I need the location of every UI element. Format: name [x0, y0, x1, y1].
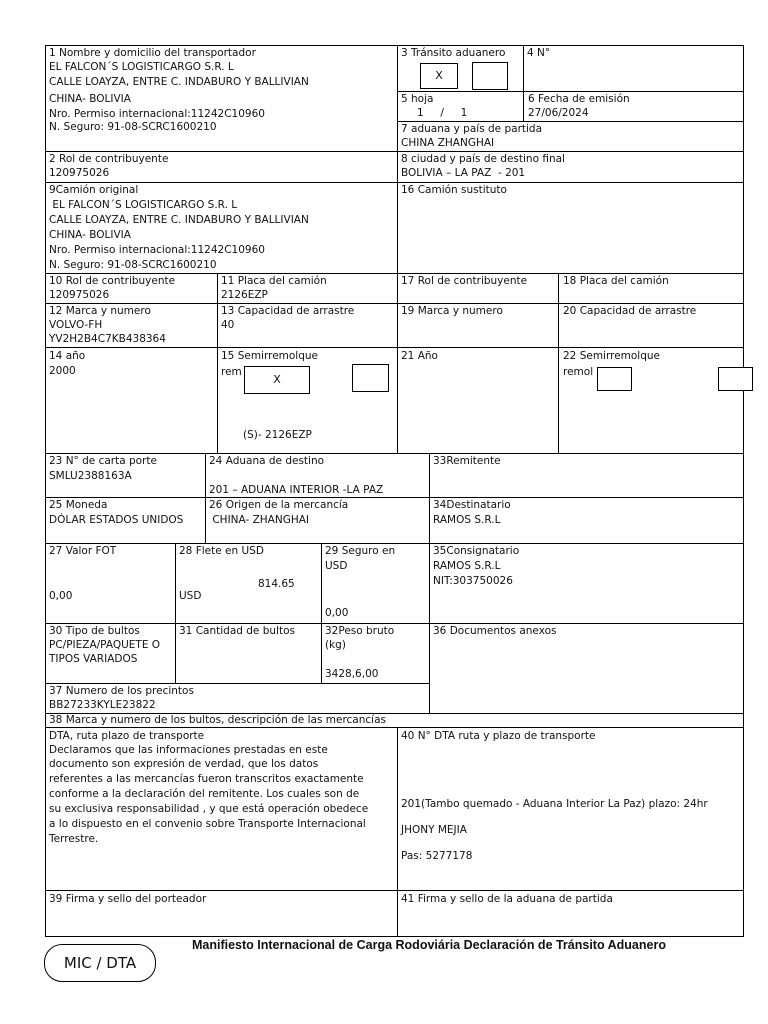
rule-f23-f24: [205, 453, 206, 544]
f29-value: 0,00: [325, 607, 349, 619]
f38-line-7: a lo dispuesto en el convenio sobre Transporte Internacional: [49, 818, 366, 830]
f31-label: 31 Cantidad de bultos: [179, 625, 295, 637]
f23-value: SMLU2388163A: [49, 470, 132, 482]
transit-checkbox-empty[interactable]: [472, 62, 508, 90]
f27-label: 27 Valor FOT: [49, 545, 117, 557]
f37-value: BB27233KYLE23822: [49, 699, 156, 711]
f1-label: 1 Nombre y domicilio del transportador: [49, 47, 256, 59]
f37-label: 37 Numero de los precintos: [49, 685, 194, 697]
f26-value: CHINA- ZHANGHAI: [209, 514, 310, 526]
f2-label: 2 Rol de contribuyente: [49, 153, 169, 165]
f22-sub: remol: [563, 366, 594, 378]
f6-value: 27/06/2024: [528, 107, 589, 119]
f1-line-2: CALLE LOAYZA, ENTRE C. INDABURO Y BALLIVIAN: [49, 76, 309, 88]
f35-line-2: NIT:303750026: [433, 575, 513, 587]
f29-label-1: 29 Seguro en: [325, 545, 396, 557]
f1-line-4: Nro. Permiso internacional:11242C10960: [49, 108, 265, 120]
f38-line-3: documento son expresión de verdad, que los datos: [49, 758, 319, 770]
rule-row8-top: [45, 497, 744, 498]
f5-value: 1 / 1: [417, 107, 468, 119]
rule-f27-f28: [175, 543, 176, 624]
f12-line-1: VOLVO-FH: [49, 319, 103, 331]
f9-line-4: Nro. Permiso internacional:11242C10960: [49, 244, 265, 256]
transit-checkbox-checked[interactable]: X: [420, 63, 458, 89]
f12-label: 12 Marca y numero: [49, 305, 151, 317]
f30-label: 30 Tipo de bultos: [49, 625, 140, 637]
f14-label: 14 año: [49, 350, 86, 362]
f41-label: 41 Firma y sello de la aduana de partida: [401, 893, 613, 905]
f32-label-1: 32Peso bruto: [325, 625, 395, 637]
f7-value: CHINA ZHANGHAI: [401, 137, 495, 149]
f40-label: 40 N° DTA ruta y plazo de transporte: [401, 730, 596, 742]
rule-row7-top: [45, 453, 744, 454]
f12-line-2: YV2H2B4C7KB438364: [49, 333, 166, 345]
f11-value: 2126EZP: [221, 289, 268, 301]
rule-mid-lower: [429, 453, 430, 714]
mic-dta-badge: MIC / DTA: [44, 944, 156, 982]
sub-semitrailer-checkbox-1[interactable]: [597, 367, 632, 391]
f16-label: 16 Camión sustituto: [401, 184, 507, 196]
f35-line-1: RAMOS S.R.L: [433, 560, 501, 572]
f32-value: 3428,6,00: [325, 668, 379, 680]
f1-line-5: N. Seguro: 91-08-SCRC1600210: [49, 121, 217, 133]
f29-label-2: USD: [325, 560, 348, 572]
f34-label: 34Destinatario: [433, 499, 511, 511]
f33-label: 33Remitente: [433, 455, 501, 467]
f19-label: 19 Marca y numero: [401, 305, 503, 317]
f34-value: RAMOS S.R.L: [433, 514, 501, 526]
f27-value: 0,00: [49, 590, 73, 602]
rule-f38-label-bottom: [45, 727, 744, 728]
rule-f3-bottom: [397, 91, 744, 92]
f28-currency: USD: [179, 590, 202, 602]
f10-value: 120975026: [49, 289, 110, 301]
f2-value: 120975026: [49, 167, 110, 179]
f4-label: 4 N°: [527, 47, 551, 59]
f26-label: 26 Origen de la mercancía: [209, 499, 349, 511]
f13-label: 13 Capacidad de arrastre: [221, 305, 355, 317]
rule-row4-top: [45, 273, 744, 274]
rule-row10-top: [45, 623, 744, 624]
rule-left: [45, 45, 46, 937]
f11-label: 11 Placa del camión: [221, 275, 327, 287]
f17-label: 17 Rol de contribuyente: [401, 275, 528, 287]
rule-f17-f18: [558, 273, 559, 454]
f25-value: DÓLAR ESTADOS UNIDOS: [49, 514, 184, 526]
f9-line-1: EL FALCON´S LOGISTICARGO S.R. L: [49, 199, 238, 211]
f9-label: 9Camión original: [49, 184, 139, 196]
f38-line-8: Terrestre.: [49, 833, 99, 845]
f15-value: (S)- 2126EZP: [243, 429, 312, 441]
f9-line-3: CHINA- BOLIVIA: [49, 229, 131, 241]
f13-value: 40: [221, 319, 235, 331]
f3-label: 3 Tránsito aduanero: [401, 47, 506, 59]
f15-label: 15 Semirremolque: [221, 350, 318, 362]
sub-semitrailer-checkbox-2[interactable]: [718, 367, 753, 391]
rule-row6-top: [45, 347, 744, 348]
f30-line-1: PC/PIEZA/PAQUETE O: [49, 639, 161, 651]
f23-label: 23 N° de carta porte: [49, 455, 157, 467]
f38-line-2: Declaramos que las informaciones prestadas en este: [49, 744, 328, 756]
rule-right: [743, 45, 744, 937]
f36-label: 36 Documentos anexos: [433, 625, 557, 637]
f25-label: 25 Moneda: [49, 499, 108, 511]
f18-label: 18 Placa del camión: [563, 275, 669, 287]
f40-route: 201(Tambo quemado - Aduana Interior La Paz) plazo: 24hr: [401, 798, 708, 810]
rule-row9-top: [45, 543, 744, 544]
rule-f37-top: [45, 683, 429, 684]
rule-f5-bottom: [397, 121, 744, 122]
f6-label: 6 Fecha de emisión: [528, 93, 630, 105]
semitrailer-checkbox-empty[interactable]: [352, 364, 389, 392]
rule-top: [45, 45, 744, 46]
f21-label: 21 Año: [401, 350, 438, 362]
f38-line-5: conforme a la declaración del remitente. Los cuales son de: [49, 788, 360, 800]
f24-label: 24 Aduana de destino: [209, 455, 325, 467]
rule-f28-f29: [321, 543, 322, 684]
f9-line-5: N. Seguro: 91-08-SCRC1600210: [49, 259, 217, 271]
f35-label: 35Consignatario: [433, 545, 520, 557]
f10-label: 10 Rol de contribuyente: [49, 275, 176, 287]
semitrailer-checkbox-checked[interactable]: X: [244, 366, 310, 394]
f7-label: 7 aduana y país de partida: [401, 123, 543, 135]
f32-label-2: (kg): [325, 639, 346, 651]
rule-f30-f31: [175, 623, 176, 684]
rule-row5-top: [45, 303, 744, 304]
f38-line-6: su exclusiva responsabilidad , y que está operación obedece: [49, 803, 369, 815]
f5-label: 5 hoja: [401, 93, 434, 105]
f14-value: 2000: [49, 365, 76, 377]
f40-driver: JHONY MEJIA: [401, 824, 467, 836]
rule-f5-f6: [523, 91, 524, 122]
f30-line-2: TIPOS VARIADOS: [49, 653, 138, 665]
document-title: Manifiesto Internacional de Carga Rodoviária Declaración de Tránsito Aduanero: [192, 938, 666, 952]
f8-value: BOLIVIA – LA PAZ - 201: [401, 167, 526, 179]
rule-f3-f4: [523, 45, 524, 92]
f38-line-4: referentes a las mercancías fueron transcritos exactamente: [49, 773, 364, 785]
f20-label: 20 Capacidad de arrastre: [563, 305, 697, 317]
rule-row3-top: [45, 182, 744, 183]
f15-sub: rem: [221, 366, 242, 378]
rule-bottom: [45, 936, 744, 937]
rule-row2-top: [45, 151, 744, 152]
f1-line-3: CHINA- BOLIVIA: [49, 93, 131, 105]
f38-line-1: DTA, ruta plazo de transporte: [49, 730, 205, 742]
f39-label: 39 Firma y sello del porteador: [49, 893, 207, 905]
rule-f10-f11: [217, 273, 218, 454]
f22-label: 22 Semirremolque: [563, 350, 660, 362]
rule-mid-upper: [397, 45, 398, 454]
f8-label: 8 ciudad y país de destino final: [401, 153, 565, 165]
rule-row13-top: [45, 890, 744, 891]
f24-value: 201 – ADUANA INTERIOR -LA PAZ: [209, 484, 384, 496]
f28-label: 28 Flete en USD: [179, 545, 264, 557]
f38-label: 38 Marca y numero de los bultos, descripción de las mercancías: [49, 714, 386, 726]
f28-amount: 814.65: [258, 578, 295, 590]
f1-line-1: EL FALCON´S LOGISTICARGO S.R. L: [49, 61, 234, 73]
f40-passport: Pas: 5277178: [401, 850, 473, 862]
f9-line-2: CALLE LOAYZA, ENTRE C. INDABURO Y BALLIVIAN: [49, 214, 309, 226]
rule-f38-f40: [397, 727, 398, 937]
